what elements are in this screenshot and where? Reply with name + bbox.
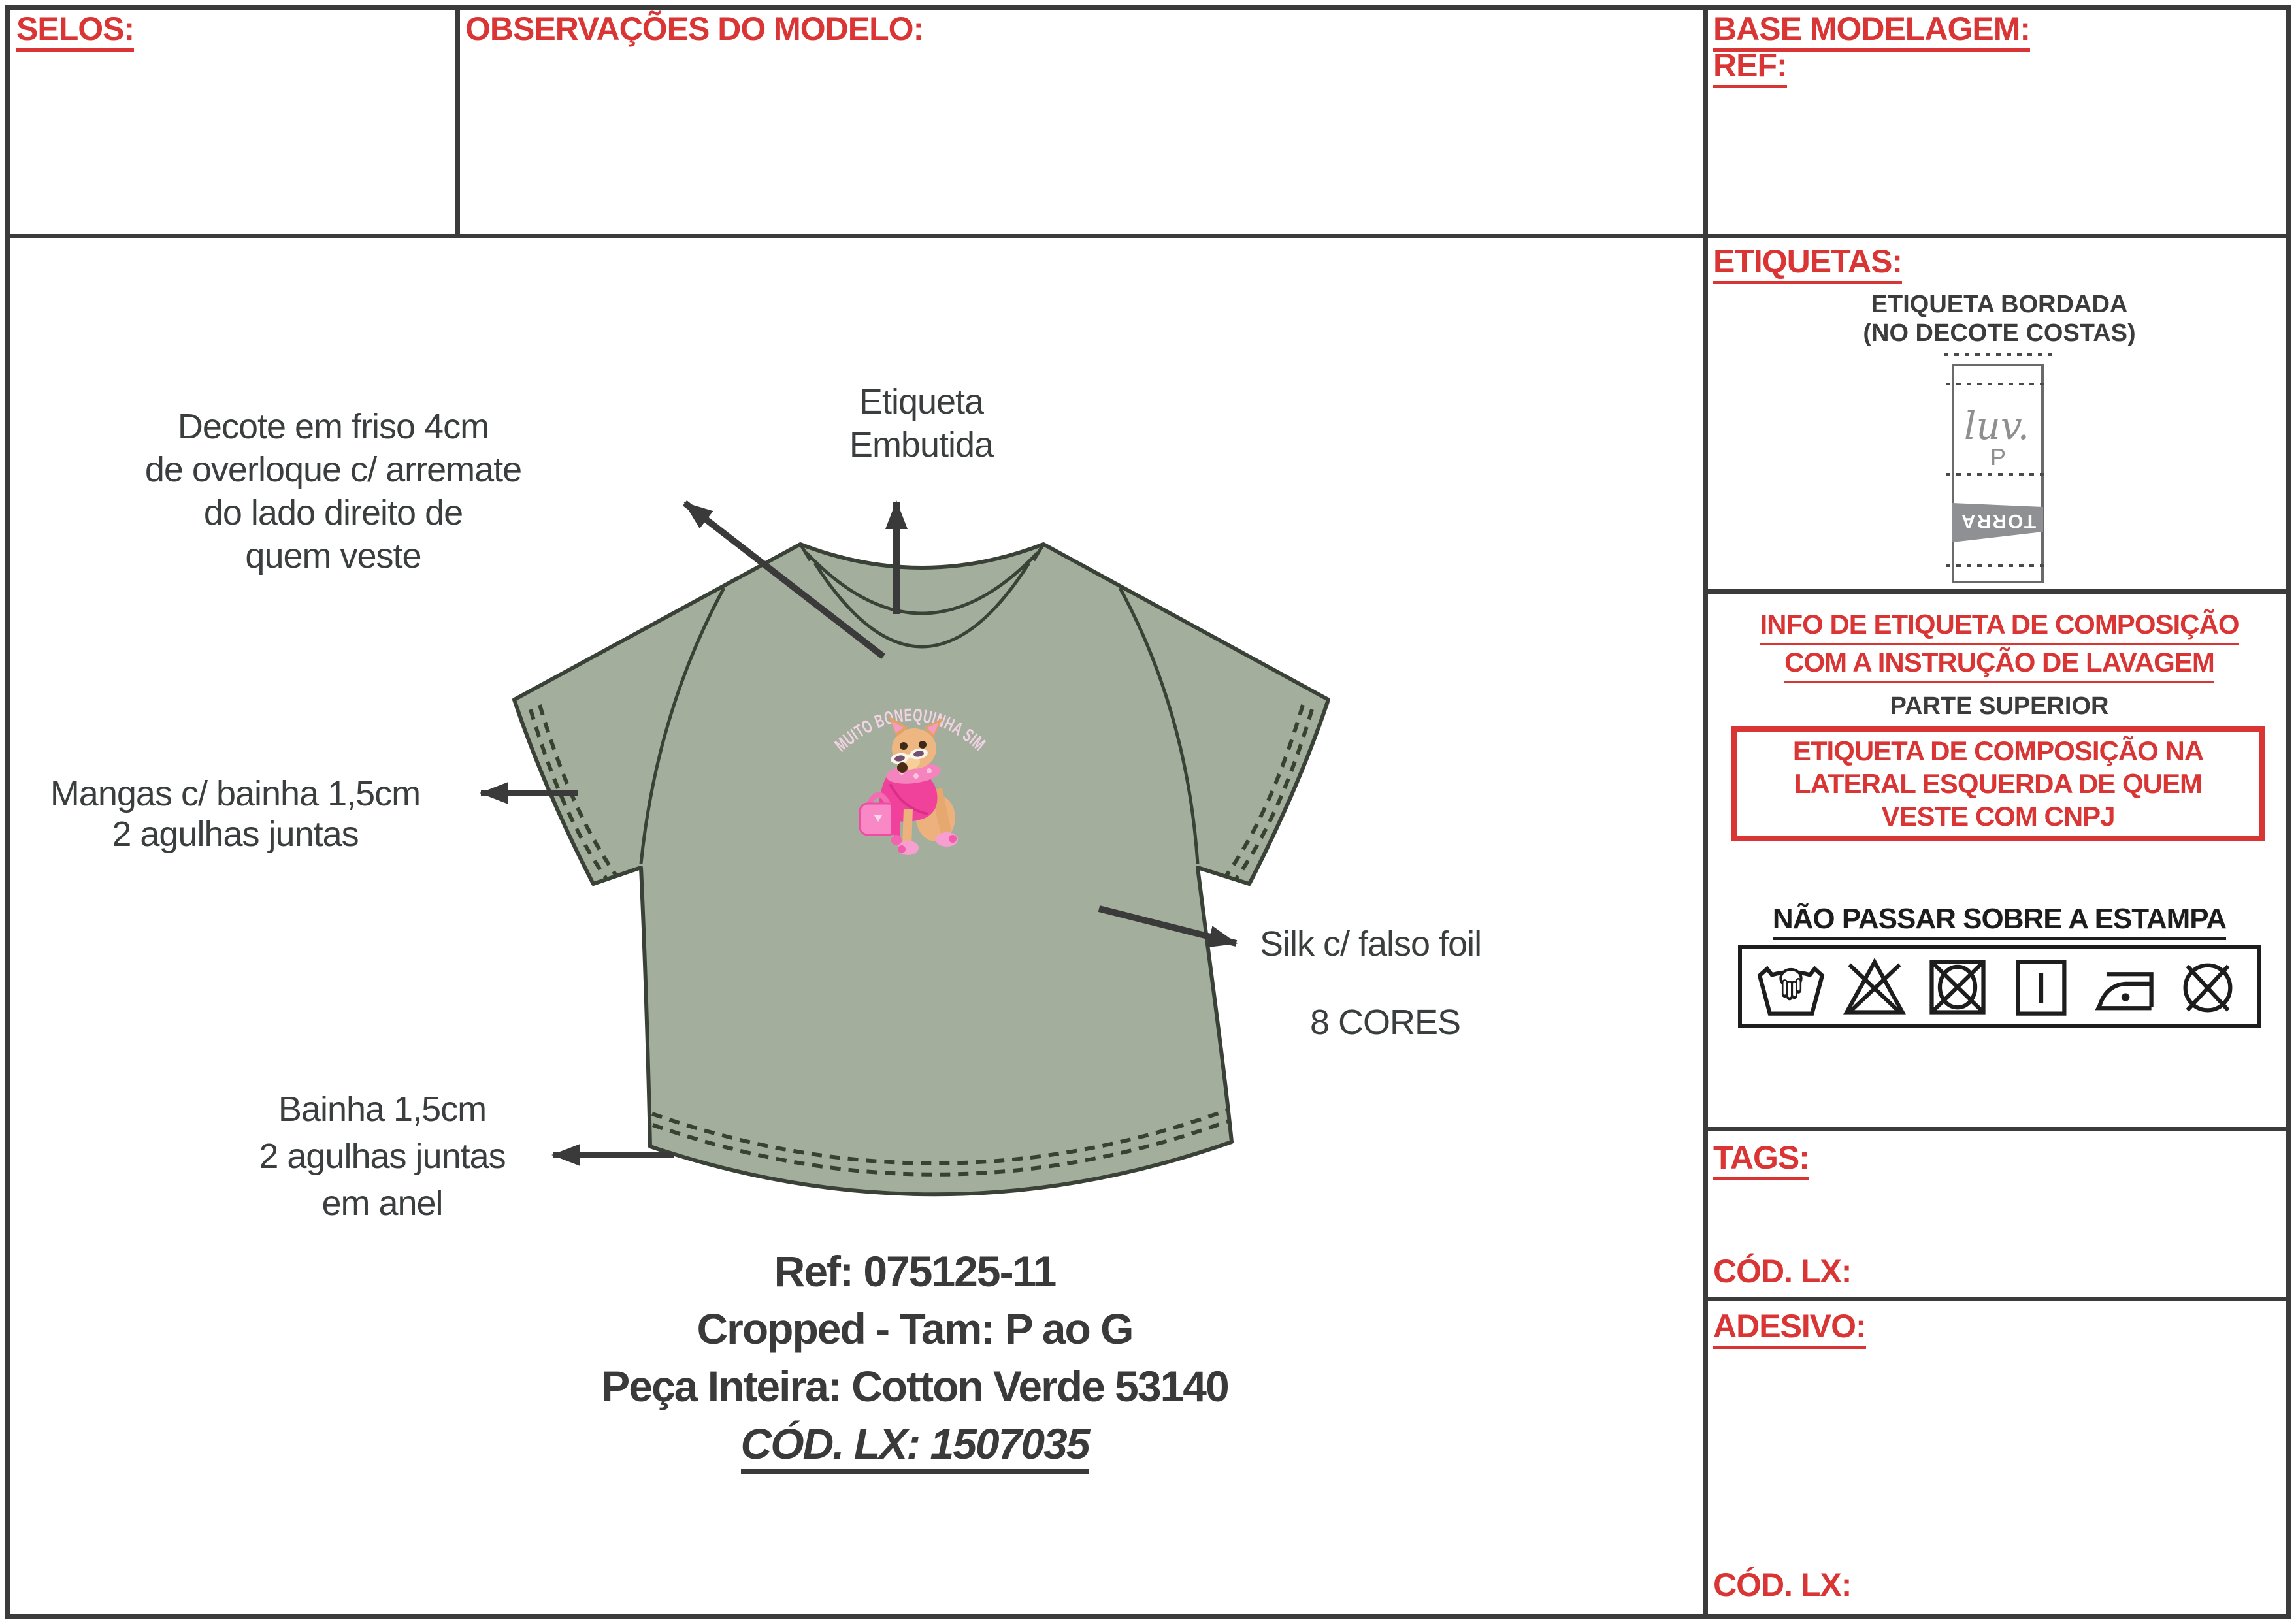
brand-label-drawing xyxy=(1927,346,2078,594)
annotation-mangas: Mangas c/ bainha 1,5cm 2 agulhas juntas xyxy=(50,774,421,854)
brand-script-text: luv. xyxy=(1963,404,2030,448)
nao-passar-title: NÃO PASSAR SOBRE A ESTAMPA xyxy=(1707,903,2292,940)
annotation-etiqueta-embutida: Etiqueta Embutida xyxy=(849,382,994,464)
ref-line: Ref: 075125-11 xyxy=(774,1247,1056,1295)
model-line: Cropped - Tam: P ao G xyxy=(697,1305,1133,1353)
base-modelagem-header: BASE MODELAGEM: xyxy=(1713,10,2030,52)
parte-superior-caption: PARTE SUPERIOR xyxy=(1890,692,2109,720)
etiqueta-bordada-caption: ETIQUETA BORDADA (NO DECOTE COSTAS) xyxy=(1863,291,2136,347)
hand-wash-icon xyxy=(1757,952,1825,1020)
care-icons-box xyxy=(1738,945,2261,1028)
tags-header: TAGS: xyxy=(1713,1139,1809,1180)
annotation-bainha: Bainha 1,5cm 2 agulhas juntas em anel xyxy=(259,1090,506,1223)
adesivo-cod-lx-label: CÓD. LX: xyxy=(1713,1567,1852,1603)
ref-header: REF: xyxy=(1713,47,1787,88)
size-letter: P xyxy=(1990,444,2007,470)
print-arc-text: MUITO BONEQUINHA SIM xyxy=(830,704,994,758)
tshirt-outline xyxy=(514,544,1328,1194)
annotation-decote: Decote em friso 4cm de overloque c/ arremate do lado direito de quem veste xyxy=(144,407,522,576)
torra-band-text: TORRA xyxy=(1960,510,2037,532)
do-not-bleach-icon xyxy=(1841,952,1909,1020)
tags-cod-lx-label: CÓD. LX: xyxy=(1713,1253,1852,1290)
fabric-line: Peça Inteira: Cotton Verde 53140 xyxy=(601,1362,1228,1410)
etiquetas-header: ETIQUETAS: xyxy=(1713,243,1902,284)
adesivo-header: ADESIVO: xyxy=(1713,1308,1866,1349)
info-composicao-title: INFO DE ETIQUETA DE COMPOSIÇÃO COM A INSTRUÇÃO DE LAVAGEM xyxy=(1707,608,2292,683)
annotation-silk: Silk c/ falso foil xyxy=(1260,924,1482,964)
cod-lx-line: CÓD. LX: 1507035 xyxy=(457,1415,1372,1472)
composicao-red-box: ETIQUETA DE COMPOSIÇÃO NA LATERAL ESQUERDA DE QUEM VESTE COM CNPJ xyxy=(1731,726,2265,841)
do-not-tumble-dry-icon xyxy=(1924,952,1992,1020)
annotation-cores: 8 CORES xyxy=(1309,1003,1461,1042)
line-dry-icon xyxy=(2007,952,2075,1020)
do-not-dry-clean-icon xyxy=(2174,952,2242,1020)
iron-low-heat-icon xyxy=(2090,952,2158,1020)
observacoes-header: OBSERVAÇÕES DO MODELO: xyxy=(465,10,924,47)
selos-header: SELOS: xyxy=(16,10,134,52)
reference-block xyxy=(457,1242,1372,1472)
